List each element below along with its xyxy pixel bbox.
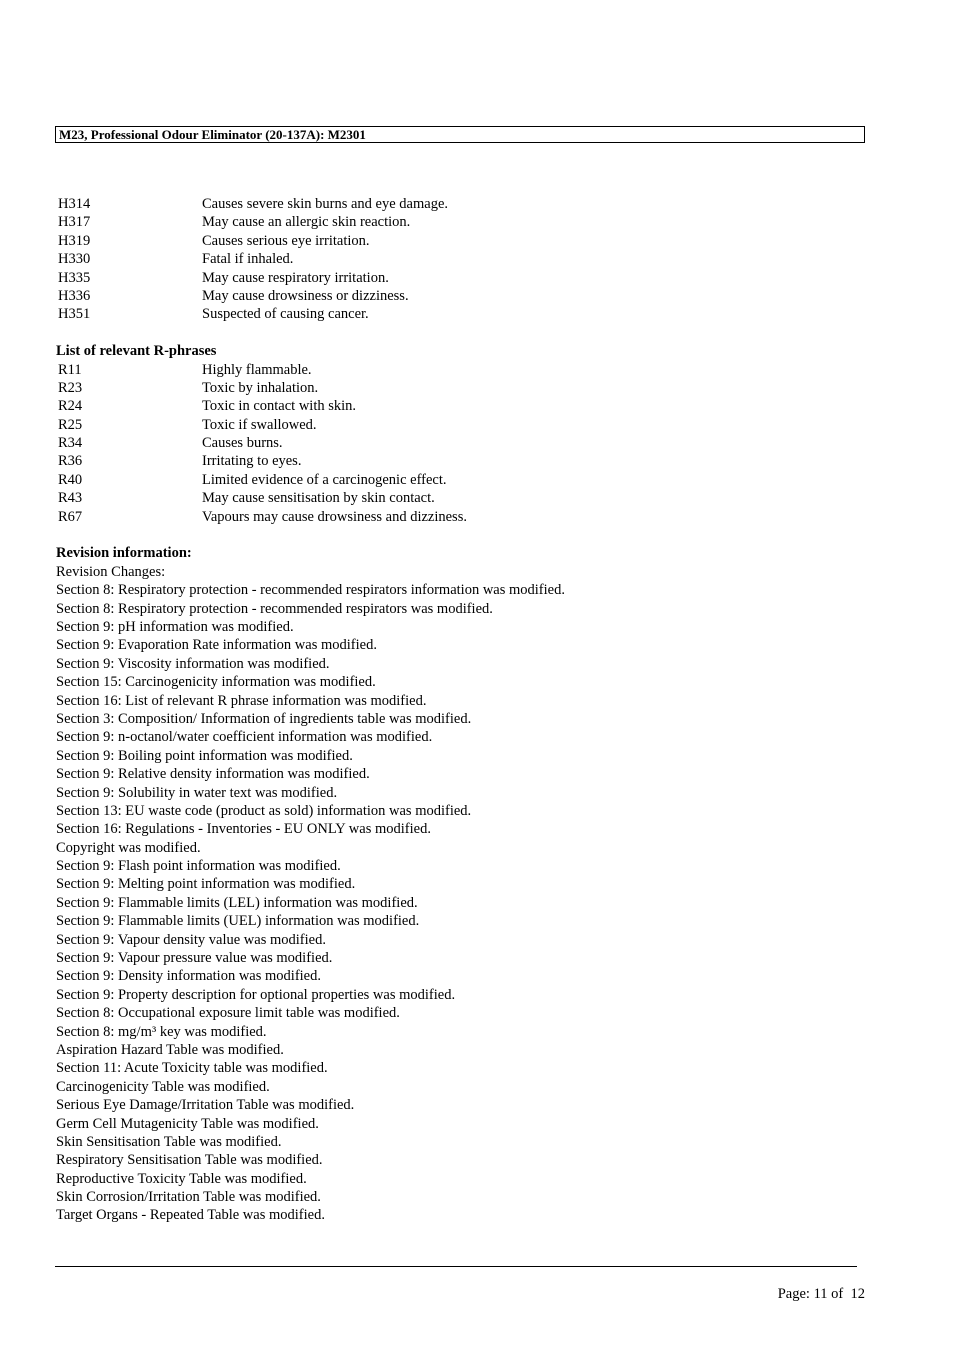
h-statement-code: H335 [58, 269, 91, 286]
r-phrase-text: Toxic by inhalation. [202, 379, 319, 396]
r-phrase-row [56, 508, 876, 526]
r-phrase-row [56, 471, 876, 489]
h-statement-row [56, 305, 876, 323]
revision-change-item: Aspiration Hazard Table was modified. [56, 1041, 284, 1058]
h-statement-text: Suspected of causing cancer. [202, 306, 369, 323]
section-spacer [56, 526, 876, 544]
revision-change-item: Serious Eye Damage/Irritation Table was modified. [56, 1097, 355, 1114]
r-phrase-code: R67 [58, 508, 83, 525]
revision-subheading: Revision Changes: [56, 563, 166, 580]
revision-change-item: Section 9: n-octanol/water coefficient information was modified. [56, 729, 433, 746]
revision-change-item: Section 11: Acute Toxicity table was modified. [56, 1060, 328, 1077]
h-statement-row [56, 269, 876, 287]
r-phrase-code: R43 [58, 490, 83, 507]
revision-change-item: Copyright was modified. [56, 839, 201, 856]
h-statement-text: May cause an allergic skin reaction. [202, 214, 411, 231]
h-statement-row [56, 287, 876, 305]
revision-change-item: Section 9: Vapour pressure value was modified. [56, 950, 333, 967]
r-phrase-code: R11 [58, 361, 82, 378]
revision-change-item: Section 9: Viscosity information was modified. [56, 655, 330, 672]
revision-change-item: Section 9: Flash point information was modified. [56, 858, 341, 875]
revision-change-item: Section 15: Carcinogenicity information was modified. [56, 674, 376, 691]
section-spacer [56, 324, 876, 342]
h-statement-row [56, 195, 876, 213]
revision-change-item: Section 9: Flammable limits (UEL) information was modified. [56, 913, 420, 930]
revision-changes-list [56, 581, 876, 1225]
h-statement-code: H317 [58, 214, 91, 231]
r-phrase-row [56, 379, 876, 397]
h-statement-row [56, 232, 876, 250]
r-phrase-text: Limited evidence of a carcinogenic effect. [202, 471, 447, 488]
document-title: M23, Professional Odour Eliminator (20-137A): M2301 [59, 127, 366, 142]
r-phrase-row [56, 434, 876, 452]
revision-change-item: Respiratory Sensitisation Table was modified. [56, 1152, 323, 1169]
r-phrases-list [56, 361, 876, 527]
r-phrase-code: R24 [58, 398, 83, 415]
revision-change-item: Target Organs - Repeated Table was modified. [56, 1207, 325, 1224]
revision-change-item: Section 3: Composition/ Information of ingredients table was modified. [56, 710, 472, 727]
revision-change-item: Germ Cell Mutagenicity Table was modified. [56, 1115, 319, 1132]
r-phrase-code: R36 [58, 453, 83, 470]
revision-change-item: Section 9: Relative density information was modified. [56, 766, 370, 783]
h-statement-row [56, 250, 876, 268]
r-phrase-text: Highly flammable. [202, 361, 312, 378]
revision-change-item: Skin Corrosion/Irritation Table was modified. [56, 1189, 321, 1206]
revision-heading: Revision information: [56, 545, 192, 562]
r-phrase-code: R34 [58, 435, 83, 452]
revision-change-item: Section 9: Melting point information was modified. [56, 876, 356, 893]
revision-change-item: Section 9: Boiling point information was modified. [56, 747, 353, 764]
h-statement-code: H351 [58, 306, 91, 323]
revision-change-item: Section 9: Solubility in water text was modified. [56, 784, 338, 801]
revision-change-item: Carcinogenicity Table was modified. [56, 1078, 270, 1095]
revision-change-item: Section 8: Respiratory protection - recommended respirators information was modified. [56, 582, 565, 599]
revision-change-item: Section 16: Regulations - Inventories - EU ONLY was modified. [56, 821, 431, 838]
r-phrase-text: Causes burns. [202, 435, 283, 452]
revision-change-item: Reproductive Toxicity Table was modified. [56, 1170, 307, 1187]
r-phrase-text: Irritating to eyes. [202, 453, 302, 470]
r-phrase-text: Toxic in contact with skin. [202, 398, 357, 415]
revision-change-item: Section 9: Evaporation Rate information was modified. [56, 637, 377, 654]
revision-change-item: Skin Sensitisation Table was modified. [56, 1133, 282, 1150]
r-phrase-row [56, 452, 876, 470]
revision-change-item: Section 16: List of relevant R phrase information was modified. [56, 692, 427, 709]
r-phrase-text: Toxic if swallowed. [202, 416, 317, 433]
h-statement-row [56, 213, 876, 231]
h-statement-code: H330 [58, 251, 91, 268]
page-number: Page: 11 of 12 [777, 1286, 865, 1302]
r-phrases-heading: List of relevant R-phrases [56, 343, 217, 360]
document-header [55, 126, 865, 143]
h-statement-code: H319 [58, 232, 91, 249]
revision-change-item: Section 9: Flammable limits (LEL) information was modified. [56, 894, 418, 911]
r-phrase-text: May cause sensitisation by skin contact. [202, 490, 435, 507]
page-content [56, 195, 876, 1225]
h-statement-text: Causes severe skin burns and eye damage. [202, 196, 449, 212]
r-phrase-code: R40 [58, 471, 83, 488]
revision-change-item: Section 9: Vapour density value was modified. [56, 931, 326, 948]
r-phrase-code: R25 [58, 416, 83, 433]
footer-divider [55, 1266, 857, 1267]
h-statements-list [56, 195, 876, 324]
revision-change-item: Section 9: Density information was modified. [56, 968, 321, 985]
r-phrase-row [56, 397, 876, 415]
revision-change-item: Section 13: EU waste code (product as sold) information was modified. [56, 802, 472, 819]
r-phrase-text: Vapours may cause drowsiness and dizziness. [202, 508, 467, 525]
h-statement-code: H336 [58, 287, 91, 304]
revision-change-item: Section 8: mg/m³ key was modified. [56, 1023, 267, 1040]
revision-change-item: Section 9: pH information was modified. [56, 618, 294, 635]
h-statement-text: Fatal if inhaled. [202, 251, 294, 268]
r-phrase-code: R23 [58, 379, 83, 396]
r-phrase-row [56, 489, 876, 507]
h-statement-text: May cause respiratory irritation. [202, 269, 389, 286]
revision-change-item: Section 9: Property description for optional properties was modified. [56, 986, 456, 1003]
r-phrase-row [56, 416, 876, 434]
h-statement-text: Causes serious eye irritation. [202, 232, 370, 249]
h-statement-code: H314 [58, 196, 91, 212]
revision-change-item: Section 8: Respiratory protection - recommended respirators was modified. [56, 600, 493, 617]
r-phrase-row [56, 361, 876, 379]
revision-change-item: Section 8: Occupational exposure limit table was modified. [56, 1005, 400, 1022]
h-statement-text: May cause drowsiness or dizziness. [202, 287, 409, 304]
